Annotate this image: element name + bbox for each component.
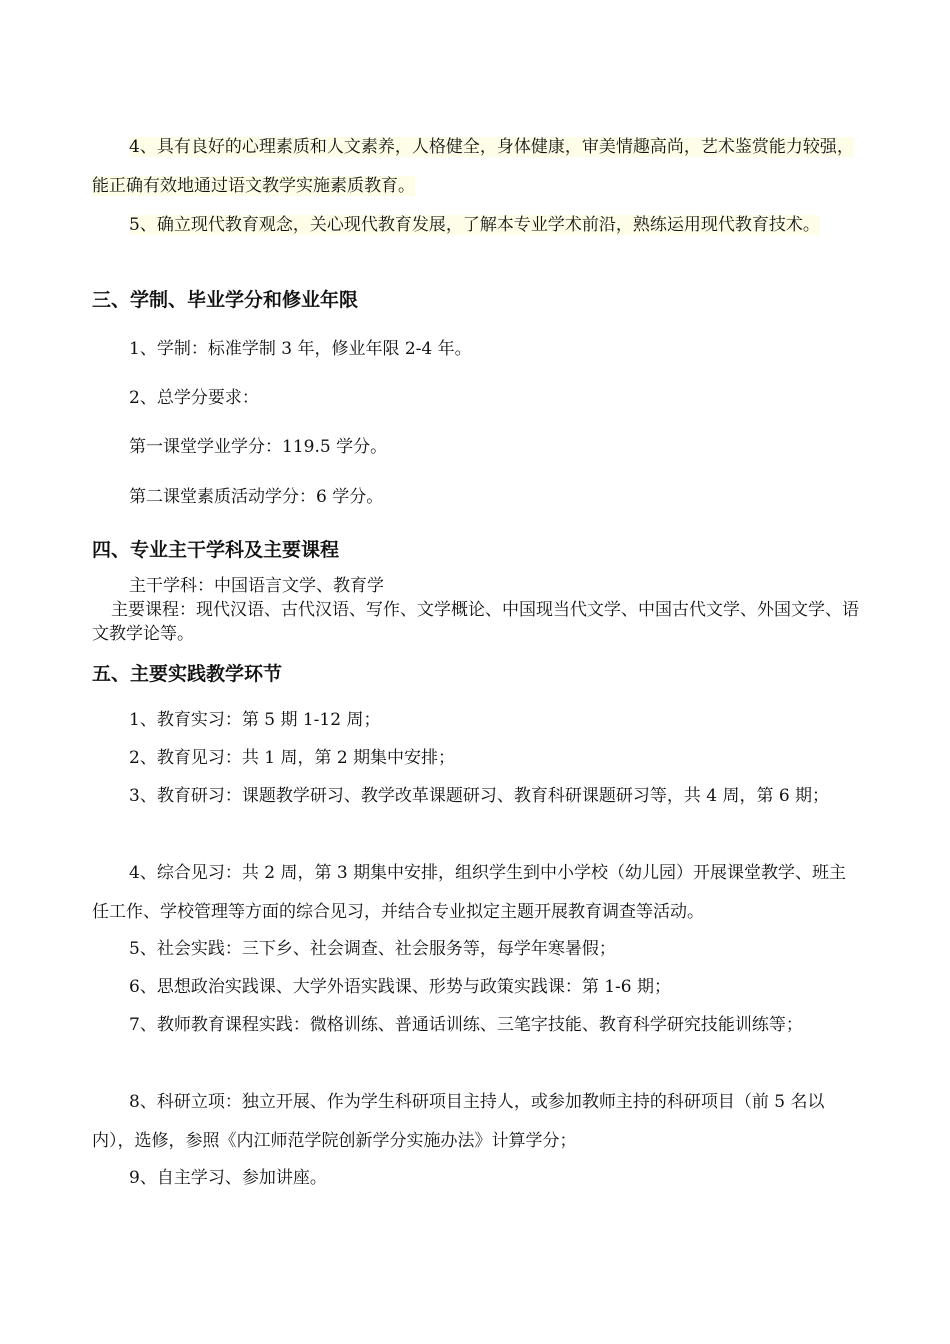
main-courses: 主要课程：现代汉语、古代汉语、写作、文学概论、中国现当代文学、中国古代文学、外国文学、语文教学论等。 xyxy=(92,600,859,644)
practice-item-2: 2、教育见习：共 1 周，第 2 期集中安排； xyxy=(129,748,456,768)
practice-item-1: 1、教育实习：第 5 期 1-12 周； xyxy=(129,710,381,730)
section-3-item-4: 第二课堂素质活动学分：6 学分。 xyxy=(129,487,384,507)
practice-item-7: 7、教师教育课程实践：微格训练、普通话训练、三笔字技能、教育科学研究技能训练等； xyxy=(129,1015,803,1035)
practice-item-5: 5、社会实践：三下乡、社会调查、社会服务等，每学年寒暑假； xyxy=(129,939,616,959)
objective-item-4: 4、具有良好的心理素质和人文素养，人格健全，身体健康，审美情趣高尚，艺术鉴赏能力较强，能正确有效地通过语文教学实施素质教育。 xyxy=(92,137,854,196)
section-3-item-1: 1、学制：标准学制 3 年，修业年限 2-4 年。 xyxy=(129,339,472,359)
section-5-heading: 五、主要实践教学环节 xyxy=(92,663,283,685)
practice-item-8: 8、科研立项：独立开展、作为学生科研项目主持人，或参加教师主持的科研项目（前 5 名以内），选修，参照《内江师范学院创新学分实施办法》计算学分； xyxy=(92,1092,825,1151)
section-3-item-3: 第一课堂学业学分：119.5 学分。 xyxy=(129,437,388,457)
main-subjects: 主干学科：中国语言文学、教育学 xyxy=(129,576,384,596)
practice-item-9: 9、自主学习、参加讲座。 xyxy=(129,1168,327,1188)
section-4-heading: 四、专业主干学科及主要课程 xyxy=(92,539,340,561)
section-3-item-2: 2、总学分要求： xyxy=(129,388,259,408)
practice-item-6: 6、思想政治实践课、大学外语实践课、形势与政策实践课：第 1-6 期； xyxy=(129,977,671,997)
practice-item-3: 3、教育研习：课题教学研习、教学改革课题研习、教育科研课题研习等，共 4 周，第 6 期； xyxy=(129,786,830,806)
objective-item-5: 5、确立现代教育观念，关心现代教育发展，了解本专业学术前沿，熟练运用现代教育技术。 xyxy=(129,215,820,235)
practice-item-4: 4、综合见习：共 2 周，第 3 期集中安排，组织学生到中小学校（幼儿园）开展课堂教学、班主任工作、学校管理等方面的综合见习，并结合专业拟定主题开展教育调查等活动。 xyxy=(92,863,847,922)
section-3-heading: 三、学制、毕业学分和修业年限 xyxy=(92,289,359,311)
